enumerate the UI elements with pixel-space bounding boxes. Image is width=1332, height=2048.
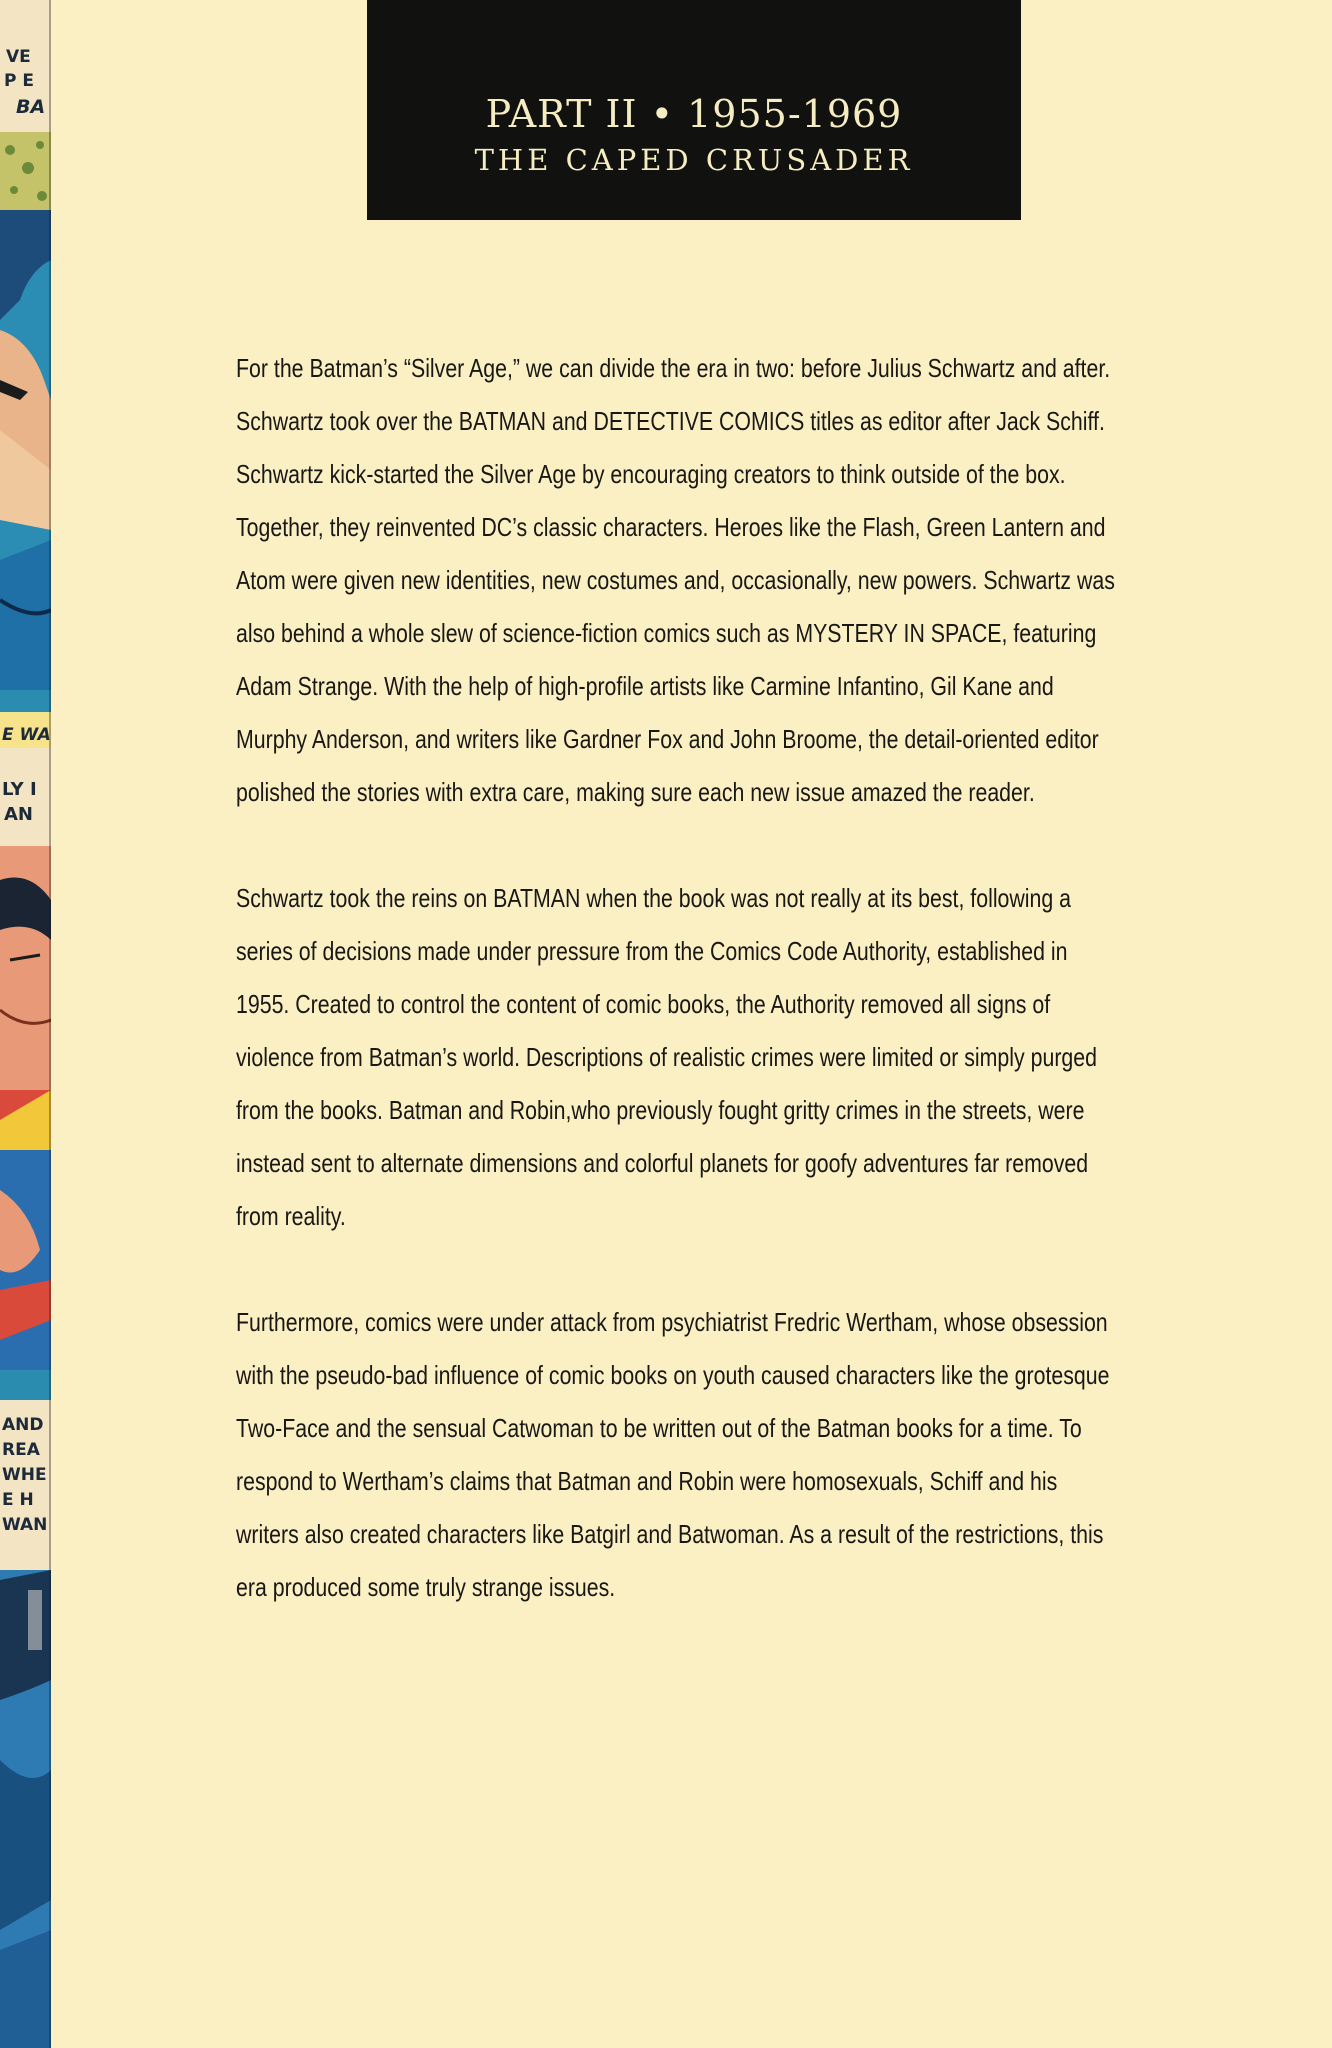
comic-text: AND bbox=[2, 1415, 44, 1435]
comic-text: AN bbox=[4, 804, 33, 825]
body-paragraph: For the Batman’s “Silver Age,” we can divide the era in two: before Julius Schwartz and after. Schwartz took over the BATMAN and DETECTIVE COMICS titles as editor after Jack Schiff. Schwartz kick-started the Silver Age by encouraging creators to think outside of the box. Together, they reinvented DC’s classic characters. Heroes like the Flash, Green Lantern and Atom were given new identities, new costumes and, occasionally, new powers. Schwartz was also behind a whole slew of science-fiction comics such as MYSTERY IN SPACE, featuring Adam Strange. With the help of high-profile artists like Carmine Infantino, Gil Kane and Murphy Anderson, and writers like Gardner Fox and John Broome, the detail-oriented editor polished the stories with extra care, making sure each new issue amazed the reader. bbox=[236, 353, 1115, 807]
comic-text: WHE bbox=[2, 1465, 47, 1485]
comic-art-illustration bbox=[0, 0, 51, 2048]
body-text bbox=[236, 342, 1156, 1667]
chapter-subtitle: THE CAPED CRUSADER bbox=[474, 143, 914, 177]
chapter-title-box bbox=[367, 0, 1021, 220]
comic-text: E WA bbox=[2, 725, 51, 745]
comic-text: WAN bbox=[2, 1515, 48, 1535]
body-paragraph: Furthermore, comics were under attack from psychiatrist Fredric Wertham, whose obsession with the pseudo-bad influence of comic books on youth caused characters like the grotesque Two-Face and the sensual Catwoman to be written out of the Batman books for a time. To respond to Wertham’s claims that Batman and Robin were homosexuals, Schiff and his writers also created characters like Batgirl and Batwoman. As a result of the restrictions, this era produced some truly strange issues. bbox=[236, 1307, 1110, 1602]
comic-text: LY I bbox=[2, 779, 37, 800]
comic-art-strip bbox=[0, 0, 51, 2048]
comic-text: BA bbox=[16, 96, 46, 118]
comic-text: VE bbox=[6, 47, 31, 67]
comic-text: E H bbox=[2, 1490, 34, 1510]
comic-text: REA bbox=[2, 1440, 40, 1460]
chapter-part-heading: PART II • 1955-1969 bbox=[485, 92, 903, 136]
comic-text: P E bbox=[4, 71, 34, 91]
body-paragraph: Schwartz took the reins on BATMAN when the book was not really at its best, following a series of decisions made under pressure from the Comics Code Authority, established in 1955. Created to control the content of comic books, the Authority removed all signs of violence from Batman’s world. Descriptions of realistic crimes were limited or simply purged from the books. Batman and Robin,who previously fought gritty crimes in the streets, were instead sent to alternate dimensions and colorful planets for goofy adventures far removed from reality. bbox=[236, 883, 1097, 1231]
